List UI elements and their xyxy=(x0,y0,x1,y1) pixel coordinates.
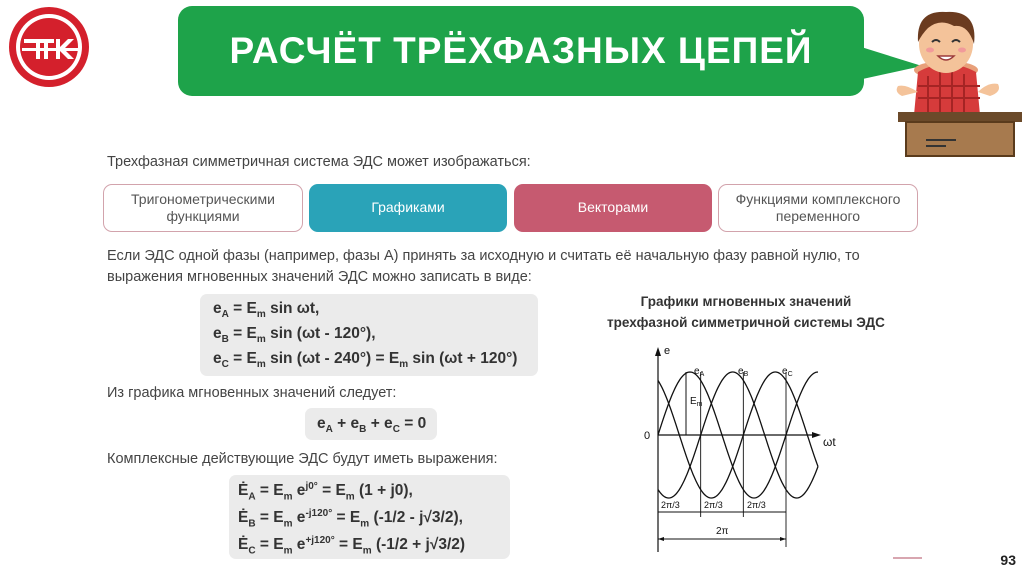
interval-2: 2π/3 xyxy=(704,500,723,510)
teacher-illustration xyxy=(888,0,1024,160)
option-vectors[interactable]: Векторами xyxy=(514,184,712,232)
instantaneous-formulas xyxy=(200,294,538,376)
title-banner xyxy=(178,6,864,96)
option-trig-functions[interactable]: Тригонометрическими функциями xyxy=(103,184,303,232)
graph-title xyxy=(576,292,916,334)
complex-formulas xyxy=(229,475,510,559)
label-eb: $e_B$ xyxy=(738,366,749,378)
graph-title-line2: трехфазной симметричной системы ЭДС xyxy=(607,314,885,330)
graph-title-line1: Графики мгновенных значений xyxy=(640,294,852,309)
period-label: 2π xyxy=(716,526,729,537)
formula-complex-b: $Ė_B = E_m$ $e^{-j120^\circ} = E_m$ (-1/2 - j√3/2), xyxy=(238,508,463,530)
formula-ec: $e_C = E_m$ $\sin (\omega t - 240^\circ) = E_m$ sin (ωt + 120°) xyxy=(213,350,518,371)
formula-eb: $e_B = E_m$ sin (ωt - 120°), xyxy=(213,325,376,346)
graph-conclusion-text: Из графика мгновенных значений следует: xyxy=(107,385,397,401)
formula-sum: $e_A + e_B + e_C = 0$ xyxy=(317,415,427,436)
interval-3: 2π/3 xyxy=(747,500,766,510)
page-number: 93 xyxy=(1000,552,1016,568)
y-axis-label: e xyxy=(664,345,671,357)
option-complex-functions[interactable]: Функциями комплексного переменного xyxy=(718,184,918,232)
formula-ea: $e_A = E_m$ sin ωt, xyxy=(213,300,320,321)
label-ec: $e_C$ xyxy=(782,366,793,378)
complex-intro-text: Комплексные действующие ЭДС будут иметь выражения: xyxy=(107,451,498,467)
interval-1: 2π/3 xyxy=(661,500,680,510)
x-axis-label: ωt xyxy=(823,435,836,449)
three-phase-graph xyxy=(640,342,850,557)
origin-label: 0 xyxy=(644,430,651,442)
sum-formula xyxy=(305,408,437,440)
formula-complex-a: $Ė_A = E_m$ $e^{j0^\circ} = E_m$ (1 + j0), xyxy=(238,481,413,503)
option-graphs[interactable]: Графиками xyxy=(309,184,507,232)
logo-icon xyxy=(8,6,90,88)
formula-complex-c: $Ė_C = E_m$ $e^{+j120^\circ} = E_m$ (-1/2 + j√3/2) xyxy=(238,535,466,557)
amplitude-label: $E_m$ xyxy=(690,396,703,408)
intro-text: Трехфазная симметричная система ЭДС может изображаться: xyxy=(107,154,531,170)
label-ea: $e_A$ xyxy=(694,366,705,378)
description-paragraph: Если ЭДС одной фазы (например, фазы А) принять за исходную и считать её начальную фазу равной нулю, то выражения мгновенных значений ЭДС можно записать в виде: xyxy=(107,248,860,286)
page-title: РАСЧЁТ ТРЁХФАЗНЫХ ЦЕПЕЙ xyxy=(229,30,813,71)
page-divider xyxy=(893,557,922,559)
